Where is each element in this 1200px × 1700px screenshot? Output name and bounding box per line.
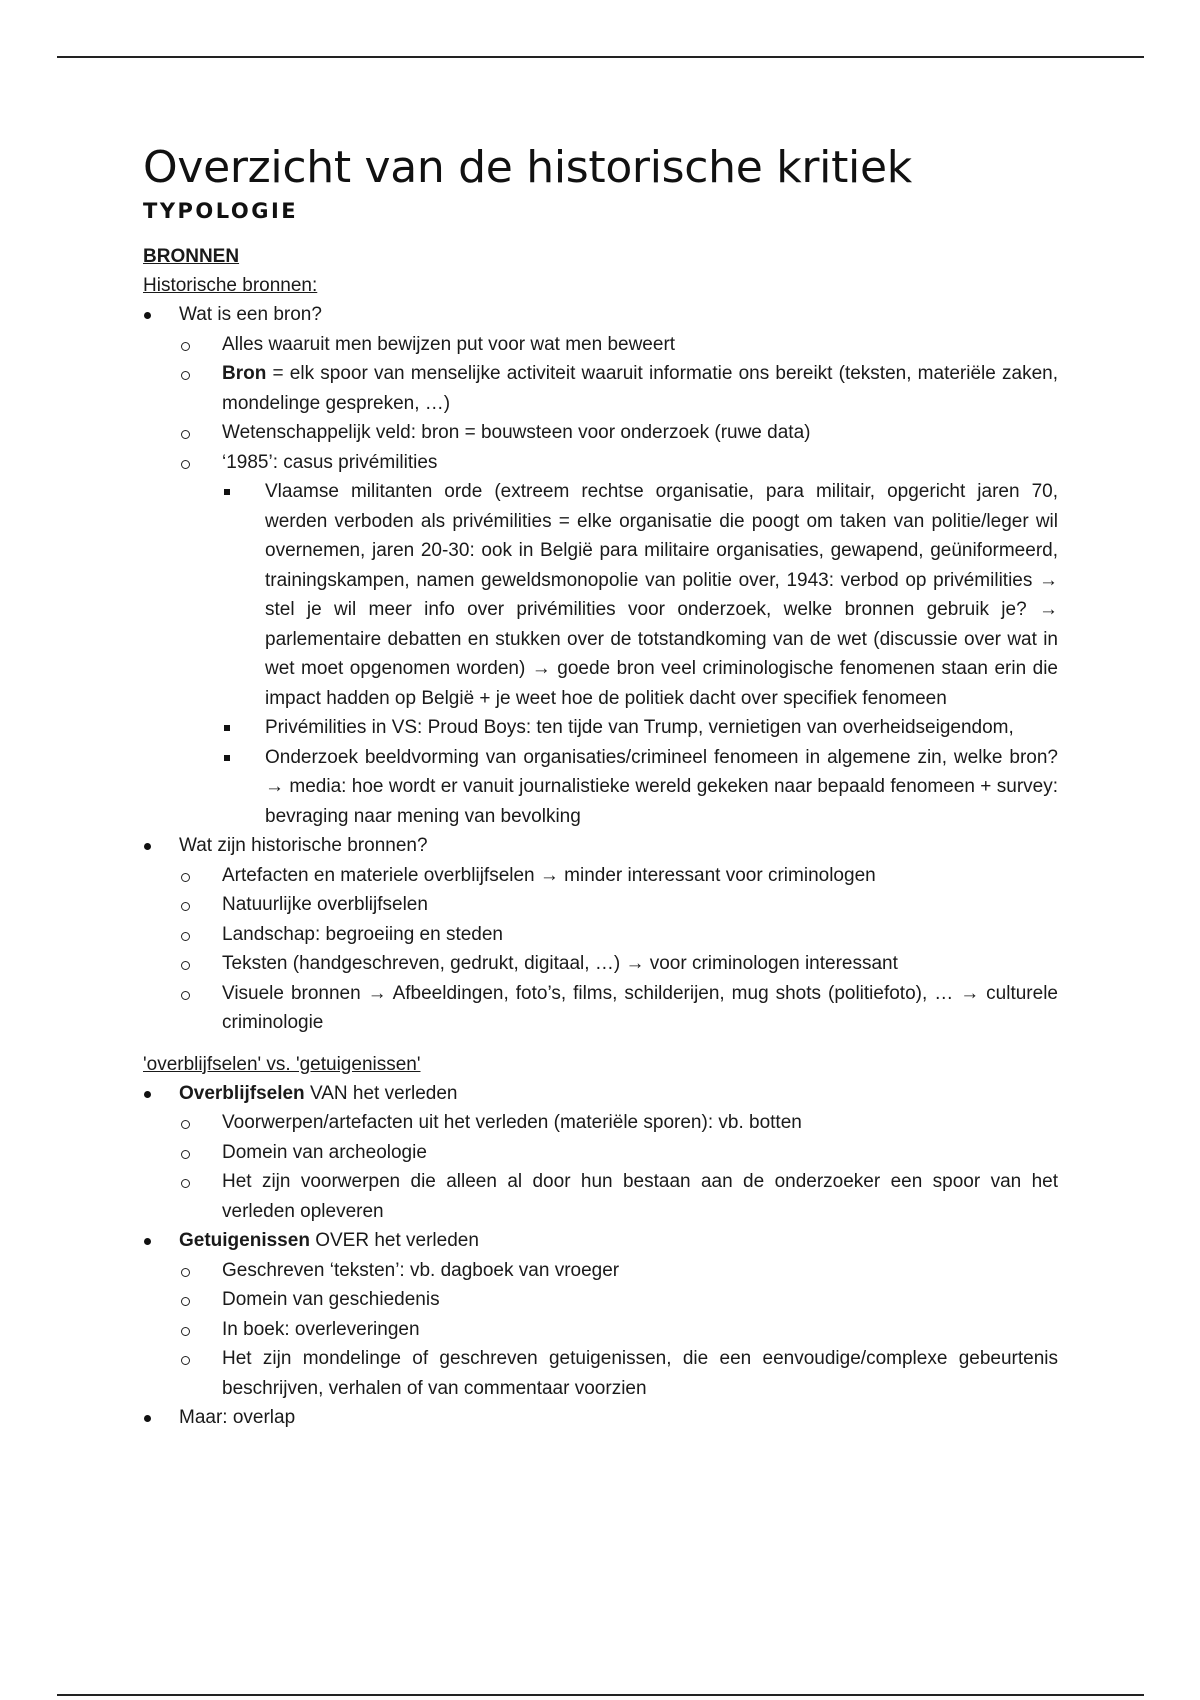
list-item: Onderzoek beeldvorming van organisaties/crimineel fenomeen in algemene zin, welke bron? → media: hoe wordt er vanuit journalistieke wereld gekeken naar bepaald fenomeen + survey: bevraging naar mening van bevolking (222, 743, 1058, 832)
sublist-bron (179, 330, 1058, 832)
sublist-overblijfselen (179, 1108, 1058, 1226)
question-wat-is-een-bron: Wat is een bron? (179, 304, 322, 325)
document-body (143, 138, 1058, 1433)
term-getuigenissen: Getuigenissen (179, 1230, 310, 1251)
list-item: Het zijn mondelinge of geschreven getuigenissen, die een eenvoudige/complexe gebeurtenis beschrijven, verhalen of van commentaar voorzien (179, 1344, 1058, 1403)
list-item: Maar: overlap (143, 1403, 1058, 1433)
subheading-historische-bronnen: Historische bronnen: (143, 275, 318, 296)
list-item: Natuurlijke overblijfselen (179, 890, 1058, 920)
page-title: Overzicht van de historische kritiek (143, 142, 912, 193)
list-item: Voorwerpen/artefacten uit het verleden (materiële sporen): vb. botten (179, 1108, 1058, 1138)
term-getuigenissen-rest: OVER het verleden (309, 1230, 479, 1251)
list-item: Domein van geschiedenis (179, 1285, 1058, 1315)
list-item (179, 359, 1058, 418)
bullet-list-historische (143, 300, 1058, 1038)
definition-bron: = elk spoor van menselijke activiteit waaruit informatie ons bereikt (teksten, materiële zaken, mondelinge gespreken, …) (222, 363, 1058, 414)
list-item: In boek: overleveringen (179, 1315, 1058, 1345)
section-heading-bronnen: BRONNEN (143, 246, 240, 267)
list-item: Privémilities in VS: Proud Boys: ten tijde van Trump, vernietigen van overheidseigendom, (222, 713, 1058, 743)
list-item: Teksten (handgeschreven, gedrukt, digitaal, …) → voor criminologen interessant (179, 949, 1058, 979)
list-item: Visuele bronnen → Afbeeldingen, foto’s, films, schilderijen, mug shots (politiefoto), … → culturele criminologie (179, 979, 1058, 1038)
list-item: Vlaamse militanten orde (extreem rechtse organisatie, para militair, opgericht jaren 70, werden verboden als privémilities = elke organisatie die poogt om taken van politie/leger wil overnemen, jaren 20-30: ook in België para militaire organisaties, gewapend, geüniformeerd, trainingskampen, namen geweldsmonopolie van politie over, 1943: verbod op privémilities → stel je wil meer info over privémilities voor onderzoek, welke bronnen gebruik je? → parlementaire debatten en stukken over de totstandkoming van de wet (discussie over wat in wet moet opgenomen worden) → goede bron veel criminologische fenomenen staan erin die impact hadden op België + je weet hoe de politiek dacht over specifiek fenomeen (222, 477, 1058, 713)
list-item (143, 831, 1058, 1038)
list-item (143, 300, 1058, 831)
term-overblijfselen-rest: VAN het verleden (304, 1082, 458, 1104)
term-overblijfselen: Overblijfselen (179, 1082, 305, 1104)
list-item (143, 1226, 1058, 1403)
list-item: Wetenschappelijk veld: bron = bouwsteen voor onderzoek (ruwe data) (179, 418, 1058, 448)
list-item: Artefacten en materiele overblijfselen → minder interessant voor criminologen (179, 861, 1058, 891)
footer-rule (57, 1694, 1144, 1696)
list-item (179, 448, 1058, 832)
sublist-casus (222, 477, 1058, 831)
bullet-list-overblijfselen (143, 1079, 1058, 1433)
subtitle-typologie: TYPOLOGIE (143, 199, 299, 223)
list-item: Het zijn voorwerpen die alleen al door hun bestaan aan de onderzoeker een spoor van het verleden opleveren (179, 1167, 1058, 1226)
term-bron: Bron (222, 363, 267, 384)
list-item: Geschreven ‘teksten’: vb. dagboek van vroeger (179, 1256, 1058, 1286)
list-item: Landschap: begroeiing en steden (179, 920, 1058, 950)
casus-label: ‘1985’: casus privémilities (222, 451, 438, 473)
subheading-overblijfselen-vs-getuigenissen: 'overblijfselen' vs. 'getuigenissen' (143, 1053, 421, 1075)
header-rule (57, 56, 1144, 58)
list-item (143, 1079, 1058, 1227)
list-item: Domein van archeologie (179, 1138, 1058, 1168)
question-historische-bronnen: Wat zijn historische bronnen? (179, 835, 428, 856)
list-item: Alles waaruit men bewijzen put voor wat men beweert (179, 330, 1058, 360)
sublist-getuigenissen (179, 1256, 1058, 1404)
sublist-soorten-bronnen (179, 861, 1058, 1038)
